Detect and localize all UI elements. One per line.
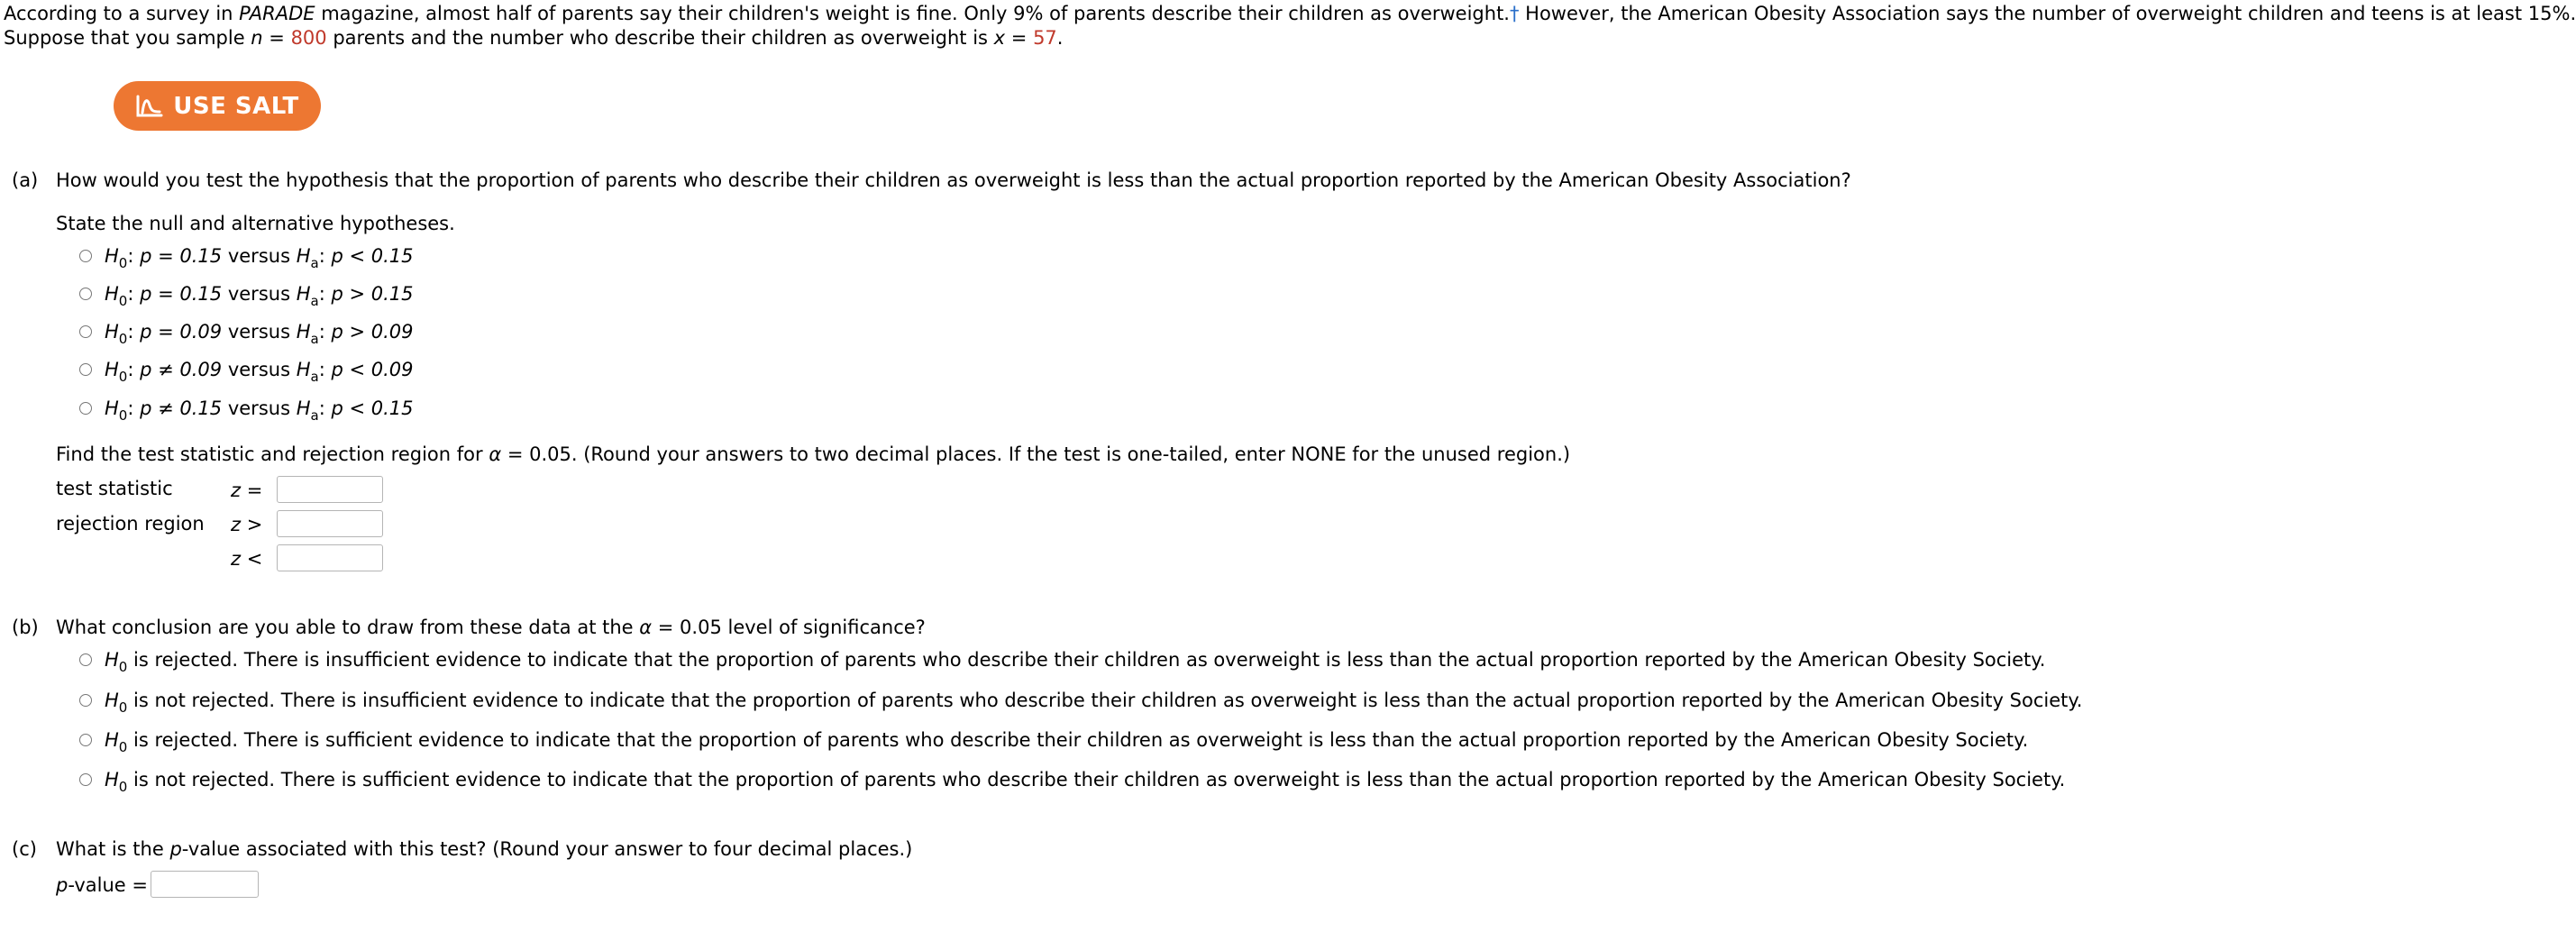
sample-size-value: 800 bbox=[290, 27, 327, 49]
use-salt-label: USE SALT bbox=[173, 92, 299, 120]
salt-chart-icon bbox=[135, 95, 164, 118]
intro-line-2: Suppose that you sample n = 800 parents and the number who describe their children as overweight is x = 57. bbox=[4, 27, 1064, 49]
hypothesis-text: $H_0$: p = 0.15 versus $H_a$: p > 0.15 bbox=[105, 283, 414, 309]
conclusion-option-4[interactable] bbox=[79, 769, 2066, 795]
conclusion-radio-4[interactable] bbox=[79, 773, 92, 786]
hypothesis-option-2[interactable] bbox=[79, 283, 414, 309]
conclusion-text: $H_0$ is rejected. There is insufficient evidence to indicate that the proportion of parents who describe their children as overweight is less than the actual proportion reported by the American Obesity Society. bbox=[105, 649, 2046, 675]
test-statistic-box bbox=[277, 476, 383, 503]
footnote-link[interactable]: † bbox=[1509, 3, 1520, 24]
rejection-region-upper-input[interactable] bbox=[278, 511, 382, 536]
conclusion-option-1[interactable] bbox=[79, 649, 2046, 675]
hypothesis-text: $H_0$: p = 0.15 versus $H_a$: p < 0.15 bbox=[105, 245, 414, 271]
hypothesis-option-5[interactable] bbox=[79, 397, 414, 424]
rejection-region-lower-input[interactable] bbox=[278, 545, 382, 571]
hypothesis-radio-3[interactable] bbox=[79, 325, 92, 338]
conclusion-option-3[interactable] bbox=[79, 729, 2029, 755]
z-greater-label: z > bbox=[231, 514, 263, 535]
conclusion-radio-3[interactable] bbox=[79, 734, 92, 746]
conclusion-text: $H_0$ is not rejected. There is insufficient evidence to indicate that the proportion of parents who describe their children as overweight is less than the actual proportion reported by the American Obesity Society. bbox=[105, 690, 2083, 716]
hypothesis-option-3[interactable] bbox=[79, 321, 414, 347]
magazine-name: PARADE bbox=[239, 3, 315, 24]
z-less-label: z < bbox=[231, 548, 263, 570]
part-a-label: (a) bbox=[12, 169, 39, 191]
part-a-question: How would you test the hypothesis that the proportion of parents who describe their children as overweight is less than the actual proportion reported by the American Obesity Association? bbox=[56, 169, 1851, 191]
hypothesis-radio-5[interactable] bbox=[79, 402, 92, 415]
test-statistic-input[interactable] bbox=[278, 477, 382, 502]
conclusion-option-2[interactable] bbox=[79, 690, 2083, 716]
part-b-question: What conclusion are you able to draw from these data at the α = 0.05 level of significance? bbox=[56, 617, 926, 638]
hypothesis-option-1[interactable] bbox=[79, 245, 414, 271]
part-c-question: What is the p-value associated with this test? (Round your answer to four decimal places.) bbox=[56, 838, 913, 860]
rejection-region-label: rejection region bbox=[56, 513, 205, 535]
rejection-lower-box bbox=[277, 544, 383, 571]
p-value-input[interactable] bbox=[151, 872, 258, 897]
conclusion-radio-2[interactable] bbox=[79, 694, 92, 707]
part-b-label: (b) bbox=[12, 617, 39, 638]
rejection-upper-box bbox=[277, 510, 383, 537]
hypothesis-text: $H_0$: p ≠ 0.15 versus $H_a$: p < 0.15 bbox=[105, 397, 414, 424]
conclusion-text: $H_0$ is rejected. There is sufficient evidence to indicate that the proportion of parents who describe their children as overweight is less than the actual proportion reported by the American Obesity Society. bbox=[105, 729, 2029, 755]
hypothesis-radio-4[interactable] bbox=[79, 363, 92, 376]
hypothesis-radio-1[interactable] bbox=[79, 250, 92, 262]
hypothesis-text: $H_0$: p = 0.09 versus $H_a$: p > 0.09 bbox=[105, 321, 414, 347]
conclusion-text: $H_0$ is not rejected. There is sufficient evidence to indicate that the proportion of parents who describe their children as overweight is less than the actual proportion reported by the American Obesity Society. bbox=[105, 769, 2066, 795]
hypothesis-radio-2[interactable] bbox=[79, 288, 92, 300]
use-salt-button[interactable] bbox=[114, 81, 321, 131]
overweight-count-value: 57 bbox=[1033, 27, 1057, 49]
hypotheses-prompt: State the null and alternative hypotheses. bbox=[56, 213, 455, 234]
test-statistic-label: test statistic bbox=[56, 478, 173, 499]
conclusion-radio-1[interactable] bbox=[79, 653, 92, 666]
part-c-label: (c) bbox=[12, 838, 37, 860]
hypothesis-option-4[interactable] bbox=[79, 359, 414, 385]
intro-line-1: According to a survey in PARADE magazine, almost half of parents say their children's weight is fine. Only 9% of parents describe their children as overweight.† However, the American Obesity Association says the number of overweight children and teens is at least 15%. bbox=[4, 3, 2576, 24]
find-statistic-prompt: Find the test statistic and rejection region for α = 0.05. (Round your answers to two decimal places. If the test is one-tailed, enter NONE for the unused region.) bbox=[56, 443, 1571, 465]
z-equals-label: z = bbox=[231, 480, 263, 501]
hypothesis-text: $H_0$: p ≠ 0.09 versus $H_a$: p < 0.09 bbox=[105, 359, 414, 385]
p-value-box bbox=[151, 871, 259, 898]
p-value-label: p-value = bbox=[56, 874, 148, 896]
